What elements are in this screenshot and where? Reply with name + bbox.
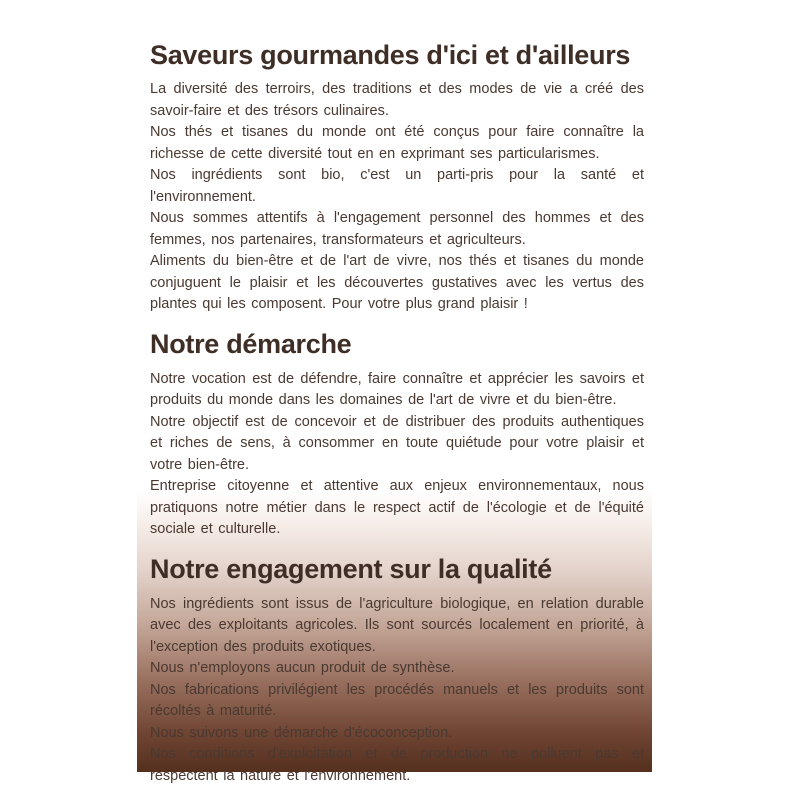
paragraph: Notre objectif est de concevoir et de distribuer des produits authentiques et riches de sens, à consommer en toute quiétude pour votre plaisir et votre bien-être.	[150, 413, 644, 473]
paragraph: Notre vocation est de défendre, faire connaître et apprécier les savoirs et produits du monde dans les domaines de l'art de vivre et du bien-être.	[150, 370, 644, 408]
page-content	[137, 0, 652, 787]
paragraph: La diversité des terroirs, des traditions et des modes de vie a créé des savoir-faire et des trésors culinaires.	[150, 81, 644, 119]
section-heading: Notre engagement sur la qualité	[150, 553, 552, 584]
paragraph: Nos ingrédients sont bio, c'est un parti-pris pour la santé et l'environnement.	[150, 167, 644, 205]
section-heading: Notre démarche	[150, 328, 352, 359]
section-saveurs-gourmandes	[150, 40, 644, 316]
paragraph: Aliments du bien-être et de l'art de vivre, nos thés et tisanes du monde conjuguent le plaisir et les découvertes gustatives avec les vertus des plantes qui les composent. Pour votre plus grand plaisir !	[150, 253, 644, 312]
paragraph: Nos ingrédients sont issus de l'agriculture biologique, en relation durable avec des exploitants agricoles. Ils sont sourcés localement en priorité, à l'exception des produits exotiques.	[150, 595, 644, 655]
paragraph: Nos conditions d'exploitation et de production ne polluent pas et respectent la nature et l'environnement.	[150, 746, 644, 784]
paragraph: Nous n'employons aucun produit de synthèse.	[150, 660, 455, 676]
product-description-page	[137, 0, 652, 784]
paragraph: Nos thés et tisanes du monde ont été conçus pour faire connaître la richesse de cette diversité tout en en exprimant ses particularismes.	[150, 124, 644, 162]
paragraph: Nous suivons une démarche d'écoconception.	[150, 724, 453, 741]
section-heading: Saveurs gourmandes d'ici et d'ailleurs	[150, 40, 631, 70]
paragraph: Nos fabrications privilégient les procédés manuels et les produits sont récoltés à maturité.	[150, 681, 644, 719]
paragraph: Entreprise citoyenne et attentive aux enjeux environnementaux, nous pratiquons notre métier dans le respect actif de l'écologie et de l'équité sociale et culturelle.	[150, 478, 644, 537]
section-engagement-qualite	[150, 554, 644, 788]
paragraph: Nous sommes attentifs à l'engagement personnel des hommes et des femmes, nos partenaires, transformateurs et agriculteurs.	[150, 210, 644, 248]
section-notre-demarche	[150, 329, 644, 541]
